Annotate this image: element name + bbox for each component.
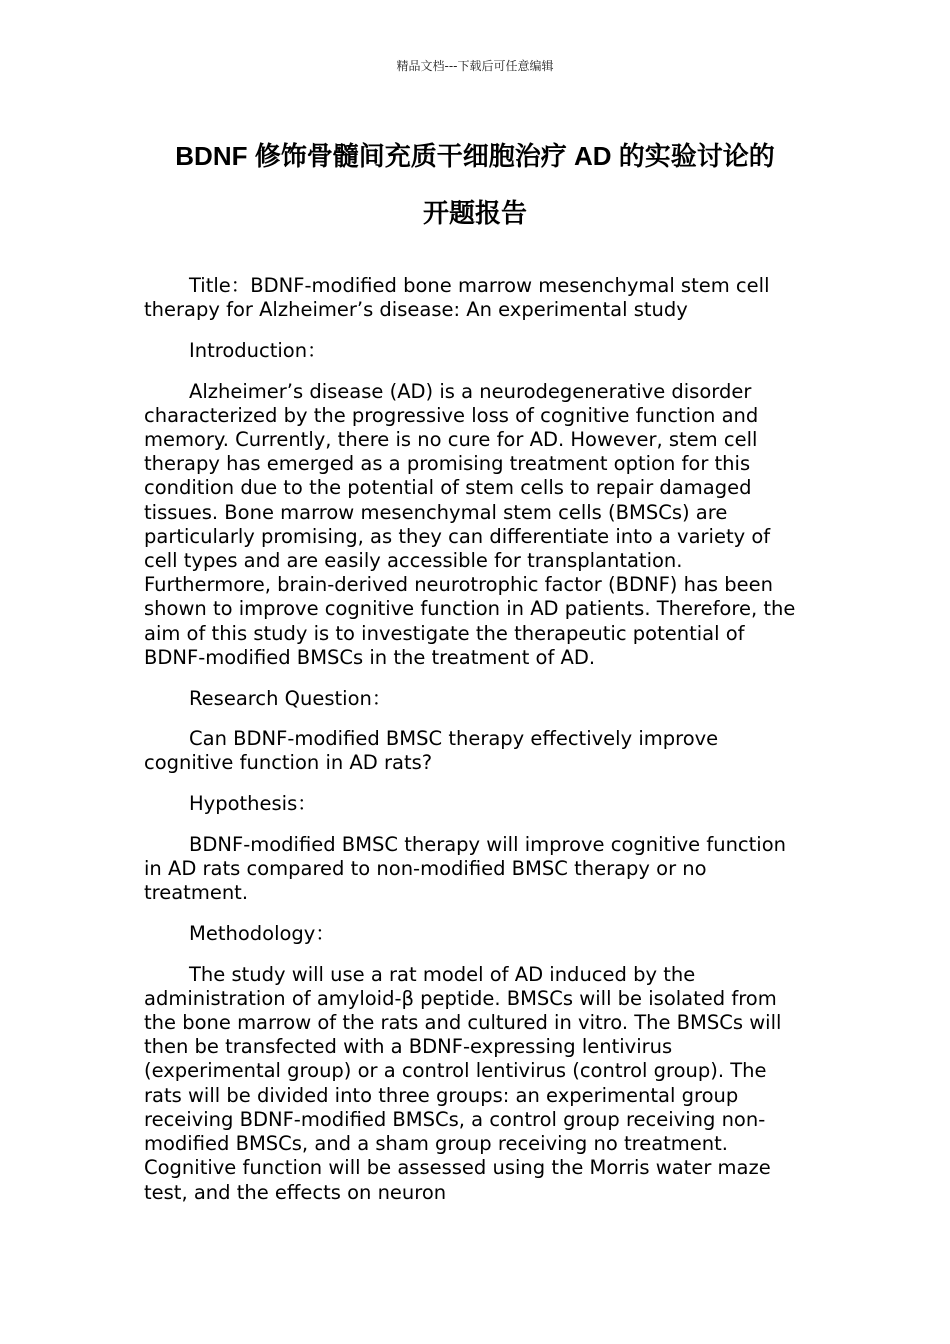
document-body: [144, 274, 808, 1221]
methodology-heading: Methodology：: [189, 921, 335, 945]
document-title: [120, 128, 830, 242]
research-question-heading: Research Question：: [189, 686, 392, 710]
hypothesis-paragraph: BDNF-modified BMSC therapy will improve cognitive function in AD rats compared to non-modified BMSC therapy or no treatment.: [144, 832, 786, 905]
page-header-watermark: 精品文档---下载后可任意编辑: [396, 59, 554, 73]
research-question-paragraph: Can BDNF-modified BMSC therapy effectively improve cognitive function in AD rats?: [144, 727, 719, 775]
hypothesis-heading: Hypothesis：: [189, 792, 317, 816]
introduction-paragraph: Alzheimer’s disease (AD) is a neurodegenerative disorder characterized by the progressive loss of cognitive function and memory. Currently, there is no cure for AD. However, stem cell therapy has emerged as a promising treatment option for this condition due to the potential of stem cells to repair damaged tissues. Bone marrow mesenchymal stem cells (BMSCs) are particularly promising, as they can differentiate into a variety of cell types and are easily accessible for transplantation. Furthermore, brain-derived neurotrophic factor (BDNF) has been shown to improve cognitive function in AD patients. Therefore, the aim of this study is to investigate the therapeutic potential of BDNF-modified BMSCs in the treatment of AD.: [144, 379, 796, 669]
document-title-line-2: 开题报告: [422, 198, 527, 228]
title-paragraph: Title：BDNF-modified bone marrow mesenchymal stem cell therapy for Alzheimer’s disease: An experimental study: [144, 274, 770, 322]
methodology-paragraph: The study will use a rat model of AD induced by the administration of amyloid-β peptide. BMSCs will be isolated from the bone marrow of the rats and cultured in vitro. The BMSCs will then be transfected with a BDNF-expressing lentivirus (experimental group) or a control lentivirus (control group). The rats will be divided into three groups: an experimental group receiving BDNF-modified BMSCs, a control group receiving non-modified BMSCs, and a sham group receiving no treatment. Cognitive function will be assessed using the Morris water maze test, and the effects on neuron: [144, 962, 782, 1204]
document-title-line-1: BDNF 修饰骨髓间充质干细胞治疗 AD 的实验讨论的: [175, 141, 775, 171]
introduction-heading: Introduction：: [189, 338, 327, 362]
